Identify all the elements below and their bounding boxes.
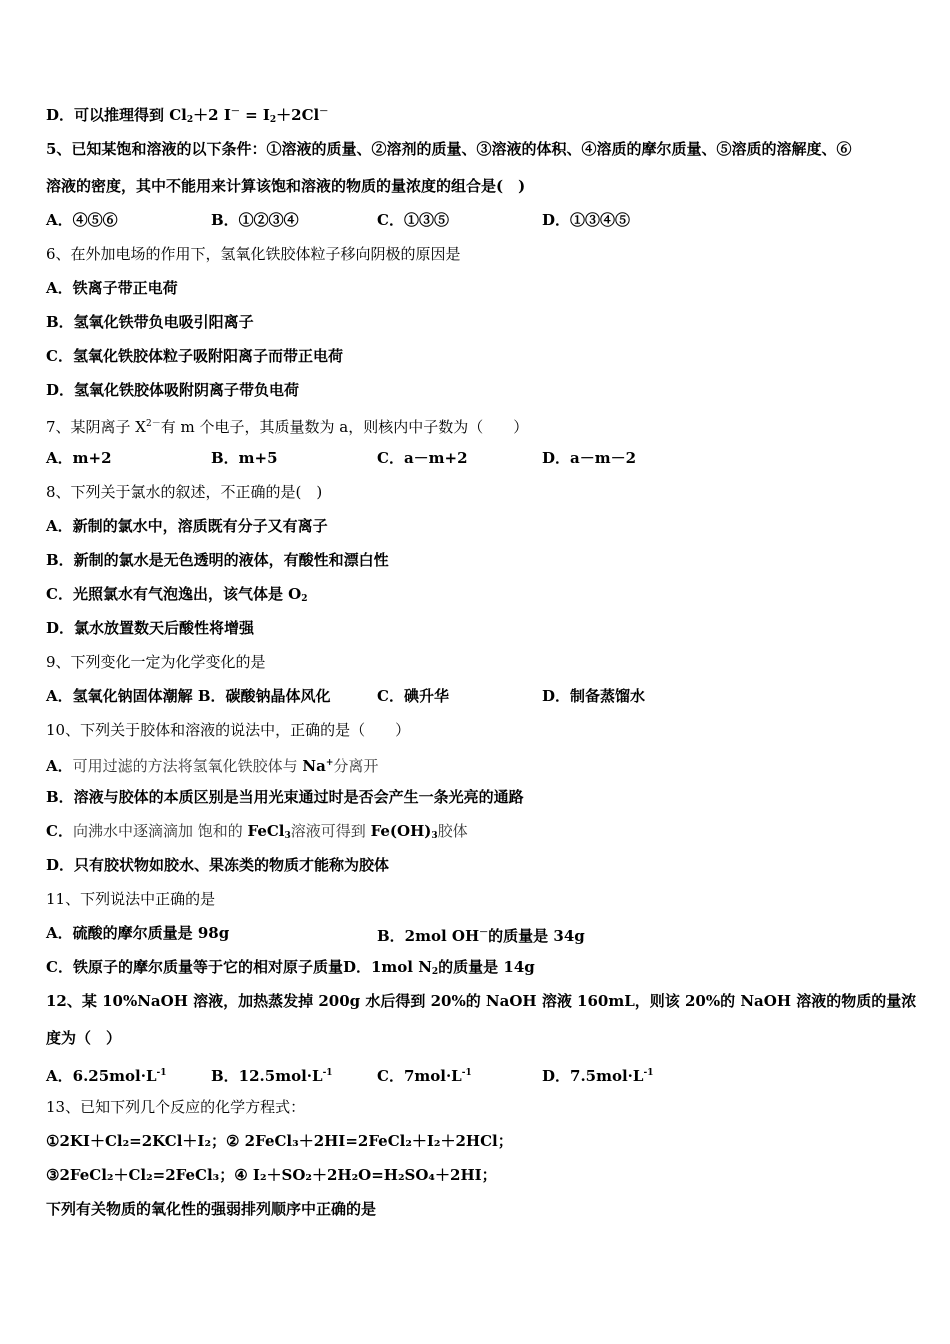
q13-stem: 13、已知下列几个反应的化学方程式： <box>46 1098 306 1116</box>
q11-option-b: B．2mol OH－的质量是 34g <box>377 927 585 945</box>
q11-option-d: D．1mol $N_2$的质量是 14g <box>342 958 535 977</box>
q12-option-c: C．$7mol\cdot L^{-1}$ <box>377 1067 472 1085</box>
q6-option-a: A．铁离子带正电荷 <box>46 279 178 297</box>
q5-option-a: A．④⑤⑥ <box>46 211 118 229</box>
q12-option-d: D．$7.5mol\cdot L^{-1}$ <box>542 1067 654 1085</box>
q6-option-d: D．氢氧化铁胶体吸附阴离子带负电荷 <box>46 381 300 399</box>
q5-stem-line1: 5、已知某饱和溶液的以下条件：①溶液的质量、②溶剂的质量、③溶液的体积、④溶质的摩尔质量、⑤溶质的溶解度、⑥ <box>46 140 852 158</box>
q9-option-c: C．碘升华 <box>377 687 449 705</box>
q7-option-c: C．a－m+2 <box>377 449 468 467</box>
q13-equations-2: ③2FeCl₂＋Cl₂=2FeCl₃；④ I₂＋SO₂＋2H₂O=H₂SO₄＋2HI； <box>46 1166 497 1184</box>
q11-option-c: C．铁原子的摩尔质量等于它的相对原子质量 <box>46 958 343 976</box>
q10-option-b: B．溶液与胶体的本质区别是当用光束通过时是否会产生一条光亮的通路 <box>46 788 524 806</box>
q10-stem: 10、下列关于胶体和溶液的说法中，正确的是（ ） <box>46 721 411 739</box>
q8-option-b: B．新制的氯水是无色透明的液体，有酸性和漂白性 <box>46 551 389 569</box>
q5-option-b: B．①②③④ <box>211 211 299 229</box>
q10-option-c: C．向沸水中逐滴滴加 饱和的 FeCl$_3$溶液可得到 $Fe(OH)_3$胶体 <box>46 822 468 841</box>
q13-tail: 下列有关物质的氧化性的强弱排列顺序中正确的是 <box>46 1200 377 1218</box>
q8-option-d: D．氯水放置数天后酸性将增强 <box>46 619 255 637</box>
q5-option-d: D．①③④⑤ <box>542 211 631 229</box>
q11-option-a: A．硫酸的摩尔质量是 98g <box>46 924 230 942</box>
q9-option-ab: A．氢氧化钠固体潮解 B．碳酸钠晶体风化 <box>46 687 331 705</box>
q7-option-a: A．m+2 <box>46 449 112 467</box>
q5-stem-line2: 溶液的密度，其中不能用来计算该饱和溶液的物质的量浓度的组合是( ) <box>46 177 526 195</box>
q7-option-d: D．a－m－2 <box>542 449 637 467</box>
q11-stem: 11、下列说法中正确的是 <box>46 890 216 908</box>
q13-equations-1: ①2KI＋Cl₂=2KCl＋I₂；② 2FeCl₃＋2HI=2FeCl₂＋I₂＋2HCl； <box>46 1132 513 1150</box>
q6-stem: 6、在外加电场的作用下，氢氧化铁胶体粒子移向阴极的原因是 <box>46 245 461 263</box>
q12-option-b: B．$12.5mol\cdot L^{-1}$ <box>211 1067 333 1085</box>
q11-options-cd <box>46 957 910 982</box>
q8-stem: 8、下列关于氯水的叙述，不正确的是( ) <box>46 483 323 501</box>
q9-stem: 9、下列变化一定为化学变化的是 <box>46 653 266 671</box>
q5-option-c: C．①③⑤ <box>377 211 449 229</box>
q7-stem: 7、某阴离子 $X^{2-}$有 m 个电子，其质量数为 a，则核内中子数为（ ） <box>46 418 529 436</box>
q10-option-d: D．只有胶状物如胶水、果冻类的物质才能称为胶体 <box>46 856 390 874</box>
q6-option-c: C．氢氧化铁胶体粒子吸附阳离子而带正电荷 <box>46 347 343 365</box>
q8-option-a: A．新制的氯水中，溶质既有分子又有离子 <box>46 517 328 535</box>
q12-option-a: A．$6.25mol\cdot L^{-1}$ <box>46 1067 167 1085</box>
q12-stem-line1: 12、某 10%NaOH 溶液，加热蒸发掉 200g 水后得到 20%的 NaOH 溶液 160mL，则该 20%的 NaOH 溶液的物质的量浓 <box>46 992 917 1010</box>
q12-stem-line2: 度为（ ） <box>46 1029 122 1047</box>
q10-option-a: A．可用过滤的方法将氢氧化铁胶体与 Na+分离开 <box>46 757 379 775</box>
q8-option-c: C．光照氯水有气泡逸出，该气体是 $O_2$ <box>46 585 308 604</box>
q4-option-d: D．可以推理得到 $Cl_2+2$ $I^- = I_2+2Cl^-$ <box>46 106 329 125</box>
q9-option-d: D．制备蒸馏水 <box>542 687 646 705</box>
q7-option-b: B．m+5 <box>211 449 278 467</box>
q6-option-b: B．氢氧化铁带负电吸引阳离子 <box>46 313 254 331</box>
